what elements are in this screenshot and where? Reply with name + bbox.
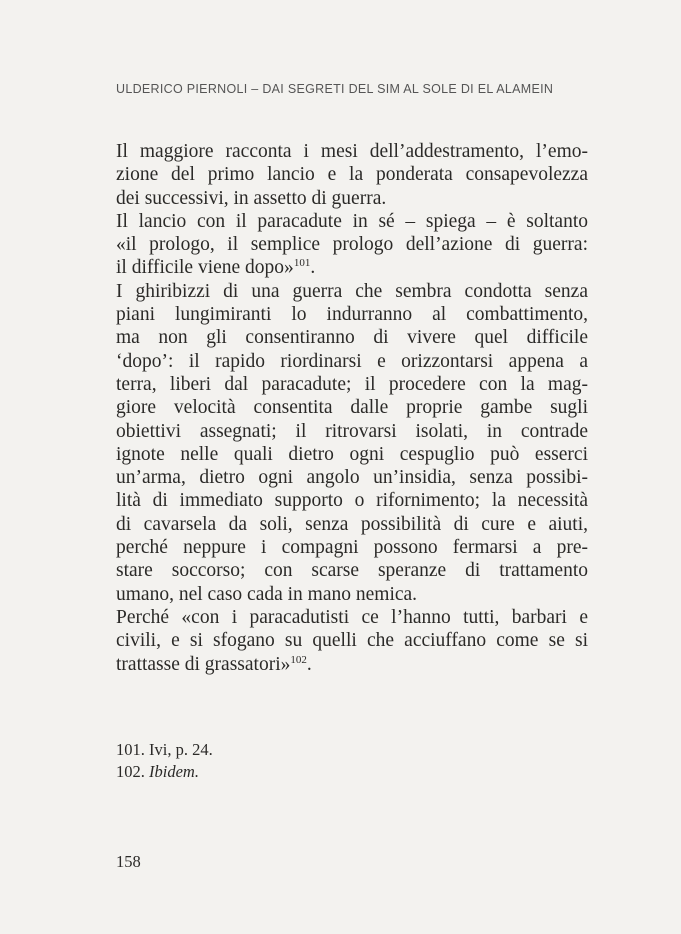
text-segment: . — [306, 653, 312, 675]
footnote-number: 101. — [116, 740, 145, 759]
text-line: ma non gli consentiranno di vivere quel difficile — [116, 327, 588, 349]
text-line: perché neppure i compagni possono fermarsi a pre- — [116, 537, 588, 559]
text-line: piani lungimiranti lo indurranno al combattimento, — [116, 304, 588, 326]
text-line: «il prologo, il semplice prologo dell’azione di guerra: — [116, 234, 588, 256]
text-line: dei successivi, in assetto di guerra. — [116, 187, 387, 209]
text-line: un’arma, dietro ogni angolo un’insidia, senza possibi- — [116, 467, 588, 489]
text-segment: . — [310, 257, 316, 279]
text-line: I ghiribizzi di una guerra che sembra condotta senza — [116, 280, 588, 302]
text-line-with-footnote — [116, 653, 588, 676]
paragraph-2 — [116, 210, 588, 280]
footnote-ref-101: 101 — [293, 257, 311, 270]
footnotes — [116, 739, 213, 782]
paragraph-3 — [116, 280, 588, 606]
text-line: terra, liberi dal paracadute; il procedere con la mag- — [116, 373, 588, 395]
footnote-ref-102: 102 — [290, 653, 307, 666]
text-line: ignote nelle quali dietro ogni cespuglio può esserci — [116, 443, 588, 465]
text-line: Il maggiore racconta i mesi dell’addestramento, l’emo- — [116, 141, 588, 162]
text-line-with-footnote — [116, 256, 588, 279]
footnote-text: Ibidem. — [149, 761, 199, 781]
text-line: Perché «con i paracadutisti ce l’hanno tutti, barbari e — [116, 606, 588, 628]
body-text — [116, 140, 588, 676]
footnote-text: Ivi, p. 24. — [149, 740, 213, 759]
text-line: stare soccorso; con scarse speranze di trattamento — [116, 560, 588, 582]
running-header: ULDERICO PIERNOLI – DAI SEGRETI DEL SIM AL SOLE DI EL ALAMEIN — [116, 82, 554, 96]
page-number: 158 — [116, 852, 141, 871]
paragraph-4 — [116, 606, 588, 676]
text-segment: trattasse di grassatori» — [116, 653, 291, 675]
footnote-101 — [116, 739, 213, 761]
text-line: lità di immediato supporto o rifornimento; la necessità — [116, 490, 588, 512]
paragraph-1 — [116, 140, 588, 210]
text-line: obiettivi assegnati; il ritrovarsi isolati, in contrade — [116, 420, 588, 442]
footnote-number: 102. — [116, 761, 145, 781]
text-line: civili, e si sfogano su quelli che acciuffano come se si — [116, 630, 588, 652]
text-line: Il lancio con il paracadute in sé – spiega – è soltanto — [116, 210, 588, 232]
text-segment: il difficile viene dopo» — [116, 257, 294, 279]
text-line: di cavarsela da soli, senza possibilità di cure e aiuti, — [116, 513, 588, 535]
text-line: zione del primo lancio e la ponderata consapevolezza — [116, 164, 588, 186]
text-line: umano, nel caso cada in mano nemica. — [116, 583, 418, 605]
text-line: giore velocità consentita dalle proprie gambe sugli — [116, 397, 588, 419]
footnote-102 — [116, 761, 213, 783]
text-line: ‘dopo’: il rapido riordinarsi e orizzontarsi appena a — [116, 350, 588, 372]
